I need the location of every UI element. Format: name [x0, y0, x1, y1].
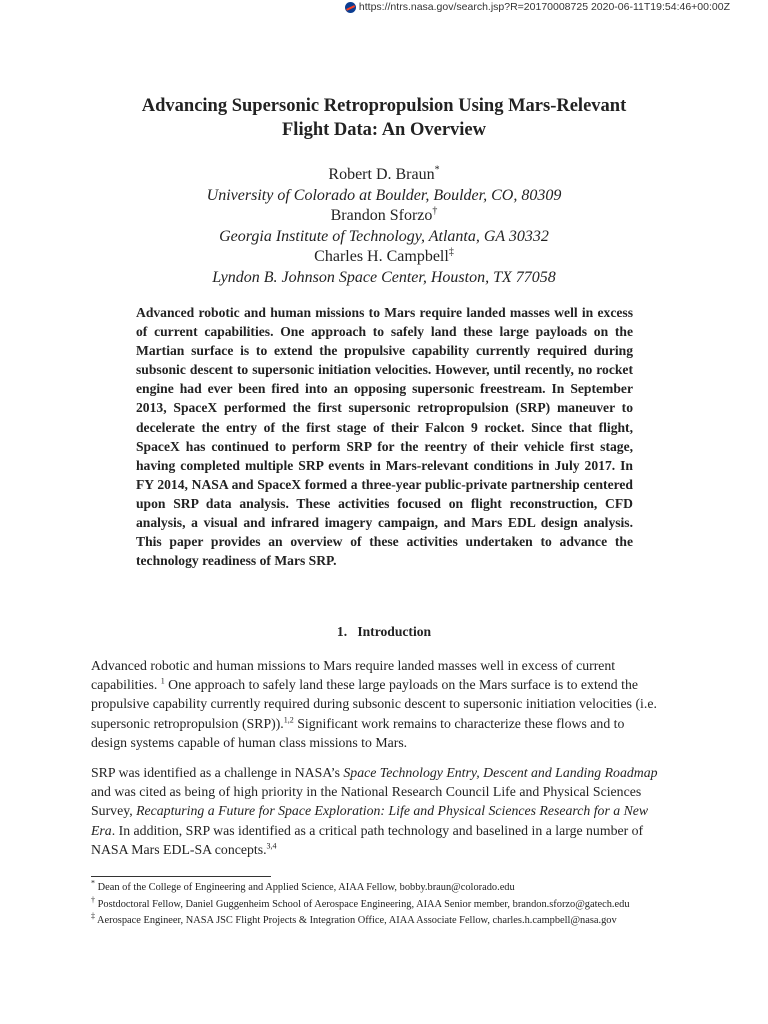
paper-title [0, 94, 768, 142]
abstract: Advanced robotic and human missions to Mars require landed masses well in excess of current capabilities. One approach to safely land these large payloads on the Martian surface is to extend the propulsive capability currently required during subsonic descent to supersonic initiation velocities. However, until recently, no rocket engine had ever been fired into an opposing supersonic freestream. In September 2013, SpaceX performed the first supersonic retropropulsion (SRP) maneuver to decelerate the entry of the first stage of their Falcon 9 rocket. Since that flight, SpaceX has continued to perform SRP for the reentry of their vehicle first stage, having completed multiple SRP events in Mars-relevant conditions in July 2017. In FY 2014, NASA and SpaceX formed a three-year public-private partnership centered upon SRP data analysis. These activities focused on flight reconstruction, CFD analysis, a visual and infrared imagery campaign, and Mars EDL design analysis. This paper provides an overview of these activities undertaken to advance the technology readiness of Mars SRP. [136, 305, 633, 569]
author-affiliation: Lyndon B. Johnson Space Center, Houston, TX 77058 [212, 268, 556, 286]
citation-ref: 1,2 [283, 715, 294, 725]
intro-paragraph-2: SRP was identified as a challenge in NASA’s Space Technology Entry, Descent and Landing Roadmap and was cited as being of high priority in the National Research Council Life and Physical Sciences Survey, Recapturing a Future for Space Exploration: Life and Physical Sciences Research for a New Era. In addition, SRP was identified as a critical path technology and baselined in a large number of NASA Mars EDL-SA concepts.$^{3,4}$ [91, 765, 658, 857]
ntrs-stamp [345, 1, 730, 13]
author-name: Robert D. Braun* [328, 164, 440, 183]
title-line-1: Advancing Supersonic Retropropulsion Using Mars-Relevant [141, 96, 627, 116]
footnote: † Postdoctoral Fellow, Daniel Guggenheim School of Aerospace Engineering, AIAA Senior member, brandon.sforzo@gatech.edu [91, 895, 630, 910]
section-heading-introduction: 1. Introduction [336, 624, 432, 639]
author-block [0, 165, 768, 289]
author-affiliation: University of Colorado at Boulder, Boulder, CO, 80309 [206, 186, 562, 204]
footnote-divider [91, 876, 271, 877]
ntrs-url-text[interactable]: https://ntrs.nasa.gov/search.jsp?R=20170008725 2020-06-11T19:54:46+00:00Z [358, 1, 730, 13]
footnote: * Dean of the College of Engineering and Applied Science, AIAA Fellow, bobby.braun@colorado.edu [91, 878, 515, 893]
nasa-meatball-icon [345, 2, 356, 13]
citation-ref: 3,4 [266, 841, 277, 851]
author-affiliation: Georgia Institute of Technology, Atlanta, GA 30332 [219, 227, 549, 245]
citation-ref: 1 [160, 676, 165, 686]
title-line-2: Flight Data: An Overview [282, 120, 486, 140]
footnotes [91, 880, 711, 930]
intro-paragraph-1: Advanced robotic and human missions to Mars require landed masses well in excess of current capabilities. $^1$ One approach to safely land these large payloads on the Mars surface is to extend the propulsive capability currently required during subsonic descent to supersonic initiation velocities (i.e. supersonic retropropulsion (SRP)).$^{1,2}$ Significant work remains to characterize these flows and to design systems capable of human class missions to Mars. [91, 658, 657, 750]
footnote: ‡ Aerospace Engineer, NASA JSC Flight Projects & Integration Office, AIAA Associate Fellow, charles.h.campbell@nasa.gov [91, 911, 617, 926]
author-name: Charles H. Campbell‡ [314, 247, 454, 266]
author-name: Brandon Sforzo† [330, 205, 438, 225]
